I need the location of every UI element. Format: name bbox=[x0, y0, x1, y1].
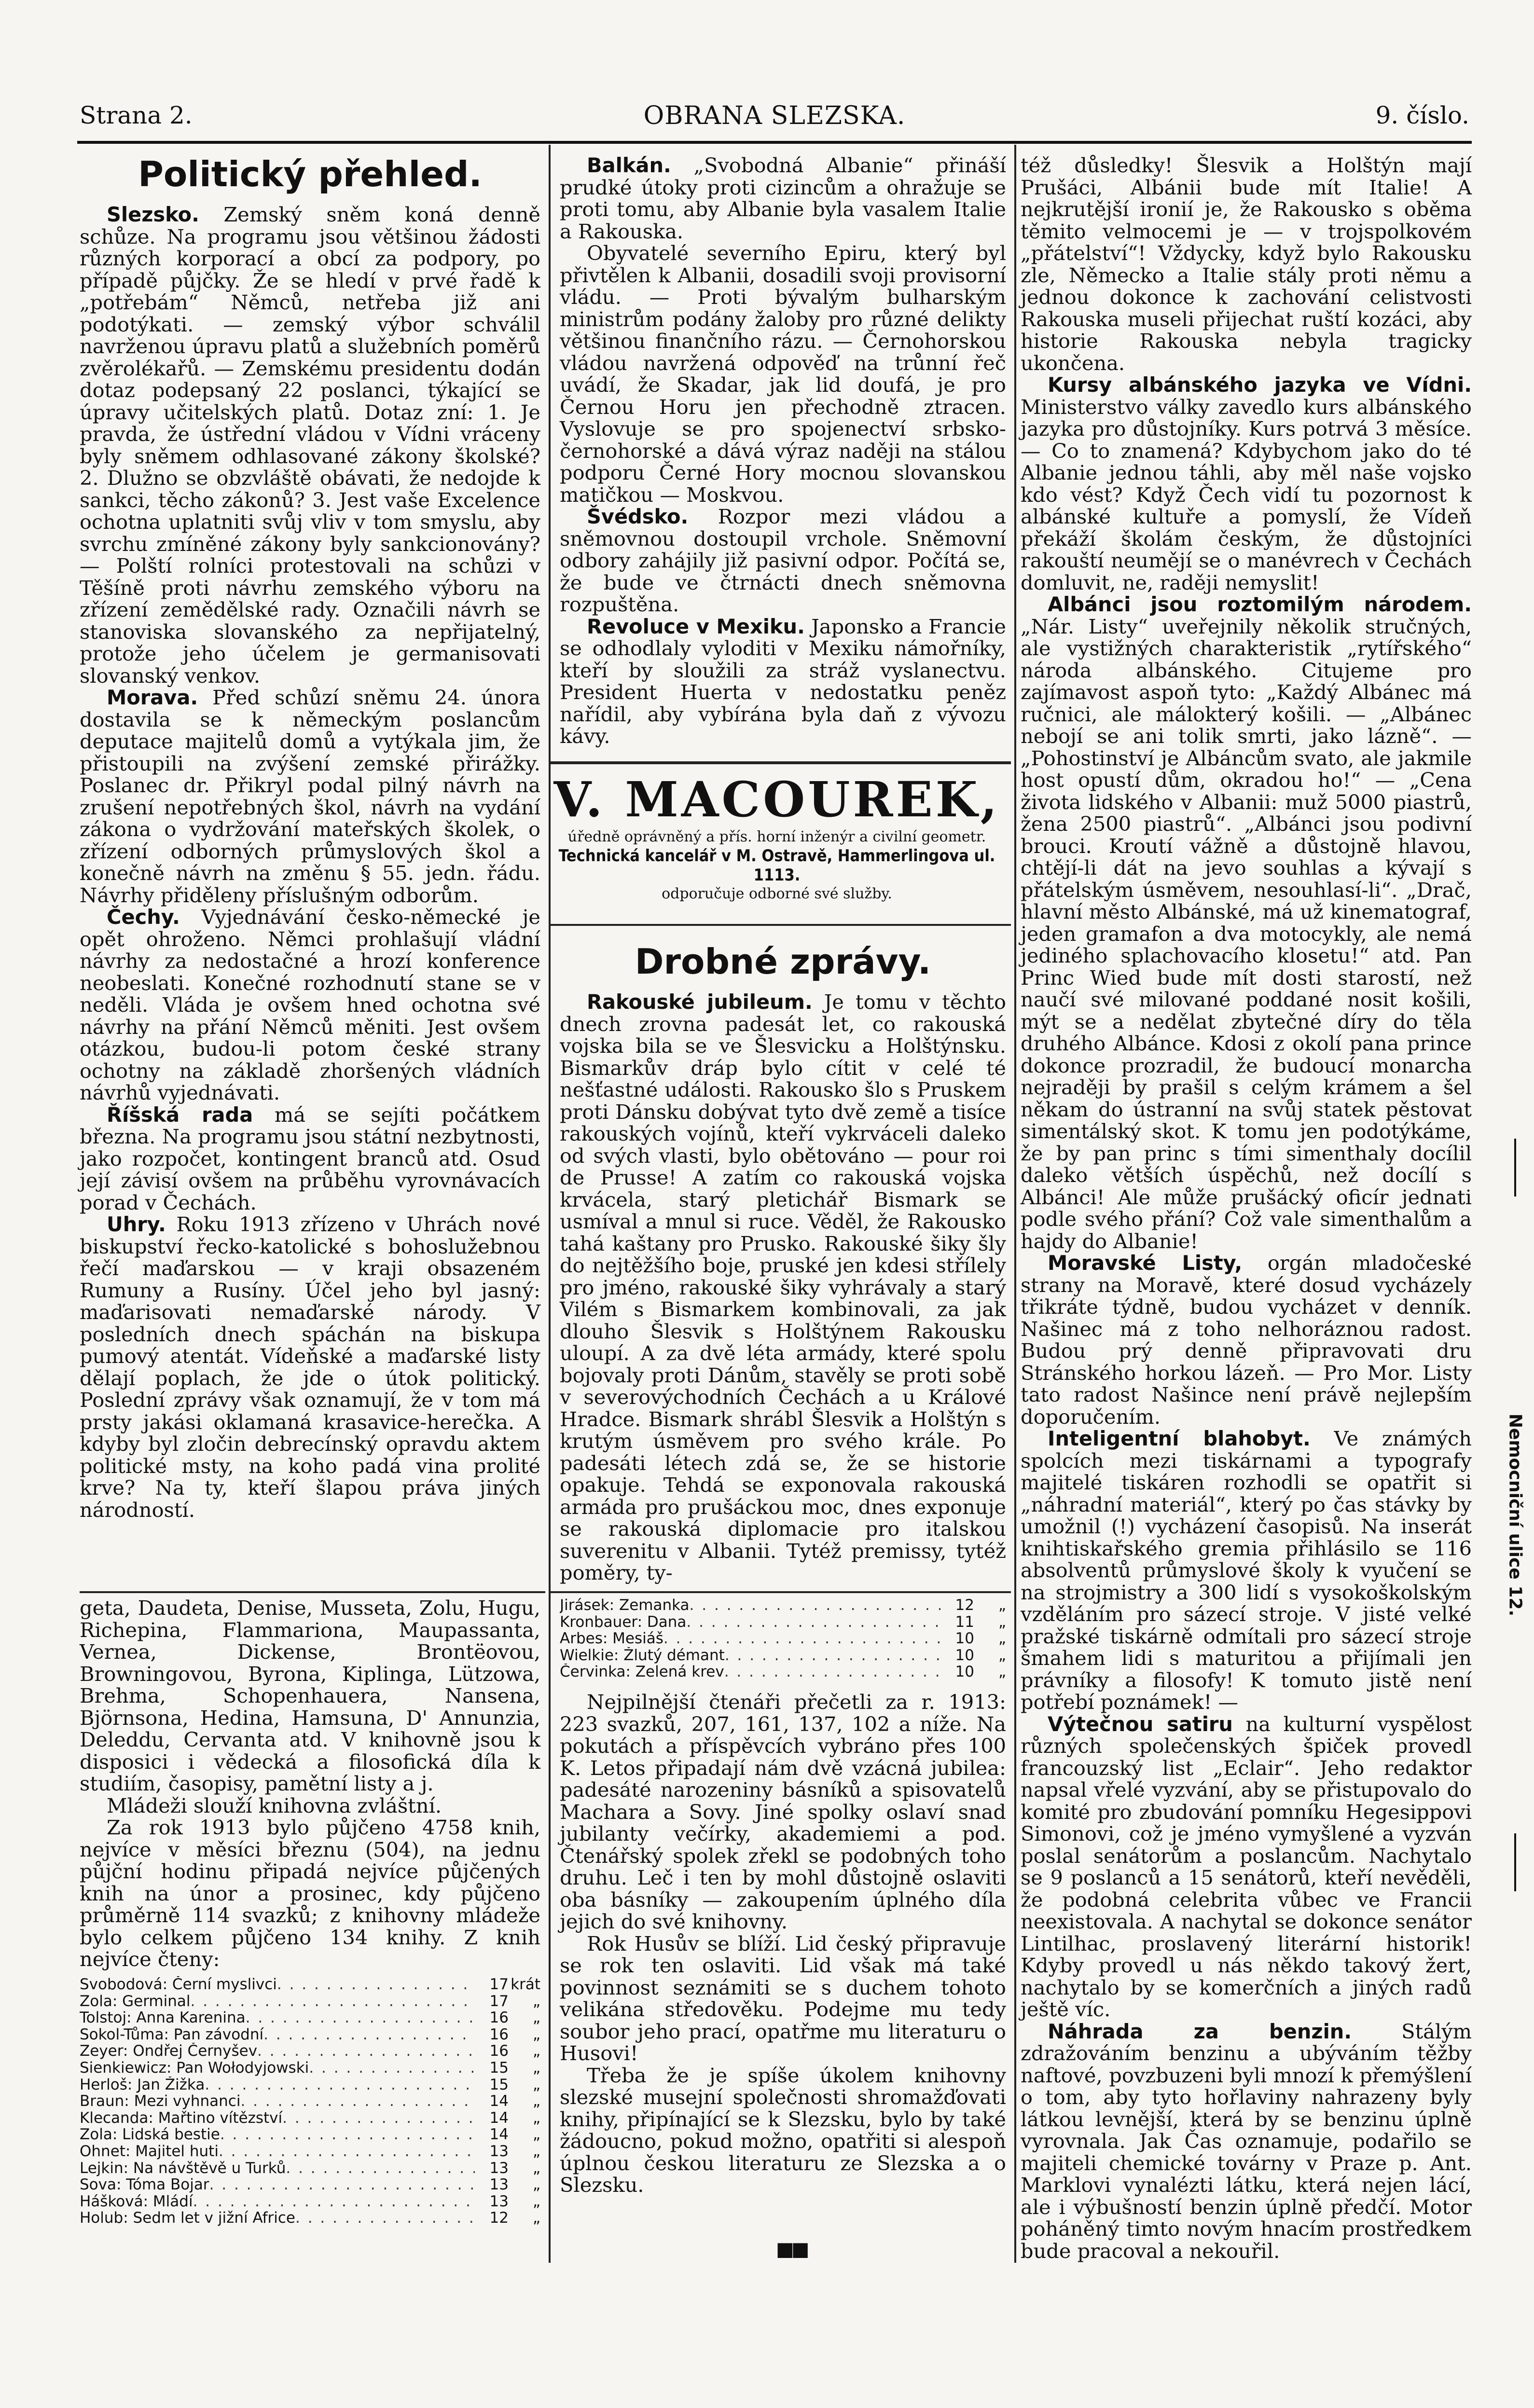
library-mid bbox=[560, 1691, 1006, 2196]
right-paragraph: též důsledky! Šlesvik a Holštýn mají Prušáci, Albánii bude mít Italie! A nejkrutější ironií je, že Rakousko s oběma těmito velmocemi je — v trojspolkovém „přátelství“! Vždycky, když bylo Rakousku zle, Německo a Italie stály proti němu a jednou dokonce k zachování celistvosti Rakouska museli přijechat ruští kozáci, aby historie Rakouska nebyla tragicky ukončena. bbox=[1021, 153, 1472, 375]
library-paragraph: Třeba že je spíše úkolem knihovny slezské musejní společnosti shromažďovati knihy, připínající se k Slezsku, bylo by také žádoucno, pokud možno, opatřiti si alespoň úplnou českou literaturu ze Slezska a o Slezsku. bbox=[560, 2063, 1006, 2197]
paragraph-lead: Inteligentní blahobyt. bbox=[1048, 1427, 1311, 1450]
side-note bbox=[1501, 1139, 1530, 1891]
library-paragraph: geta, Daudeta, Denise, Musseta, Zolu, Hugu, Richepina, Flammariona, Maupassanta, Vernea, Dickense, Brontëovou, Browningovou, Byrona, Kiplinga, Lützowa, Brehma, Schopenhauera, Nansena, Björnsona, Hedina, Hamsuna, D' Annunzia, Deleddu, Cervanta atd. V knihovně jsou k disposici i vědecká a filosofická díla k studiím, časopisy, pamětní listy a j. bbox=[80, 1596, 540, 1795]
book-unit: „ bbox=[532, 2026, 540, 2043]
section-rule-foreign bbox=[550, 761, 1011, 764]
paragraph-lead: Balkán. bbox=[587, 153, 671, 177]
advert-macourek bbox=[550, 771, 1004, 903]
right-paragraph bbox=[1021, 1252, 1472, 1428]
politics-title: Politický přehled. bbox=[138, 154, 482, 194]
library-paragraph: Za rok 1913 bylo půjčeno 4758 knih, nejvíce v měsíci březnu (504), na jednu půjční hodinu připadá nejvíce půjčených knih na únor a prosinec, kdy půjčeno průměrně 114 svazků; z knihovny mládeže bylo celkem půjčeno 134 knihy. Z knih nejvíce čteny: bbox=[80, 1816, 540, 1971]
column-rule-1 bbox=[549, 145, 551, 2263]
library-paragraph: Nejpilnější čtenáři přečetli za r. 1913: 223 svazků, 207, 161, 137, 102 a níže. Na pokutách a příspěvcích vybráno přes 100 K. Letos připadají nám dvě vzácná jubilea: padesáté narozeniny básníků a spisovatelů Machara a Sovy. Jiné spolky oslaví snad jubilanty večírky, akademiemi a pod. Čtenářský spolek zřekl se podobných toho druhu. Leč i ten by mohl důstojně oslaviti oba básníky — zakoupením úplného díla jejich do své knihovny. bbox=[560, 1690, 1006, 1933]
book-title: Klecanda: Mařtino vítězství bbox=[80, 2109, 283, 2127]
news-title: Drobné zprávy. bbox=[635, 941, 931, 982]
right-paragraph bbox=[1021, 593, 1472, 1252]
book-row bbox=[80, 2093, 540, 2110]
politics-paragraph bbox=[80, 906, 540, 1104]
book-unit: „ bbox=[532, 2176, 540, 2193]
book-unit: krát bbox=[511, 1976, 540, 1993]
newspaper-title: OBRANA SLEZSKA. bbox=[643, 101, 906, 130]
book-list-mid bbox=[560, 1597, 1006, 1680]
book-count: 15 bbox=[489, 2076, 509, 2093]
book-row bbox=[80, 2043, 540, 2060]
advert-line-3: odporučuje odborné své služby. bbox=[662, 885, 892, 902]
book-count: 12 bbox=[955, 1597, 974, 1614]
book-count: 12 bbox=[489, 2210, 509, 2227]
section-rule-left bbox=[80, 1591, 545, 1593]
advert-name: V. MACOUREK, bbox=[553, 771, 1000, 828]
book-row bbox=[80, 1993, 540, 2010]
book-count: 13 bbox=[489, 2143, 509, 2160]
book-unit: „ bbox=[532, 2059, 540, 2077]
book-count: 10 bbox=[955, 1630, 974, 1647]
book-title: Braun: Mezi vyhnanci bbox=[80, 2093, 241, 2110]
book-count: 14 bbox=[489, 2109, 509, 2127]
book-unit: „ bbox=[532, 2009, 540, 2026]
book-unit: „ bbox=[998, 1613, 1006, 1631]
paragraph-text: Ve známých spolcích mezi tiskárnami a typografy majitelé tiskáren rozhodli se opatřit si „náhradní materiál“, který po čas stávky by umožnil (!) vycházení časopisů. Na inserát knihtiskařského gremia přihlásilo se 116 absolventů průmyslové školy k vyučení se na strojmistry a 300 lidí s vysokoškolským vzděláním pro sázecí stroje. V jisté velké pražské tiskárně odmítali pro sázecí stroje šmahem lidi s maturitou a přijímali jen právníky a filosofy! K tomuto jistě není potřebí poznámek! — bbox=[1021, 1427, 1472, 1714]
foreign-paragraph bbox=[560, 506, 1006, 616]
book-row bbox=[80, 2176, 540, 2193]
paragraph-text: Před schůzí sněmu 24. února dostavila se k německým poslancům deputace majitelů domů a vytýkala jim, že přistoupili na zvýšení zemské přirážky. Poslanec dr. Přikryl podal pilný návrh na zrušení nepotřebných škol, návrh na vydání zákona o vydržování mateřských školek, o zřízení odborných průmyslových škol a konečně návrh na změnu § 55. jedn. řádu. Návrhy přiděleny příslušným odborům. bbox=[80, 686, 540, 907]
book-title: Sokol-Tůma: Pan závodní bbox=[80, 2026, 264, 2043]
book-row bbox=[80, 2160, 540, 2177]
book-count: 14 bbox=[489, 2093, 509, 2110]
paragraph-text: Vyjednávání česko-německé je opět ohroženo. Němci prohlašují vládní návrhy za nedostačné a hrozí konference neobeslati. Konečné rozhodnutí stane se v neděli. Vláda je ovšem hned ochotna své návrhy na přání Němců měniti. Jest ovšem otázkou, budou-li potom české strany ochotny na základě zhoršených vládních návrhů vyjednávati. bbox=[80, 905, 540, 1104]
book-title: Wielkie: Žlutý démant bbox=[560, 1647, 725, 1664]
book-count: 13 bbox=[489, 2176, 509, 2193]
book-title: Zola: Lidská bestie bbox=[80, 2126, 220, 2143]
book-row bbox=[560, 1664, 1006, 1680]
book-unit: „ bbox=[998, 1597, 1006, 1614]
book-title: Zeyer: Ondřej Černyšev bbox=[80, 2043, 258, 2060]
book-title: Červinka: Zelená krev bbox=[560, 1664, 724, 1680]
book-row bbox=[560, 1630, 1006, 1647]
foreign-column bbox=[560, 154, 1006, 747]
book-row bbox=[560, 1614, 1006, 1631]
book-row bbox=[80, 1976, 540, 1993]
book-unit: „ bbox=[998, 1664, 1006, 1680]
paragraph-lead: Moravské Listy, bbox=[1048, 1251, 1243, 1275]
book-title: Herloš: Jan Žižka bbox=[80, 2076, 205, 2093]
column-rule-2 bbox=[1014, 145, 1016, 2263]
paragraph-text: Japonsko a Francie se odhodlaly vyloditi v Mexiku námořníky, kteří by sloužili za stráž vyslanectvu. President Huerta v nedostatku peněz nařídil, aby vybírána byla daň z vývozu kávy. bbox=[560, 614, 1006, 748]
foreign-paragraph bbox=[560, 616, 1006, 747]
book-row bbox=[80, 2193, 540, 2210]
book-title: Tolstoj: Anna Karenina bbox=[80, 2009, 246, 2026]
book-title: Hášková: Mládí bbox=[80, 2193, 193, 2210]
book-count: 15 bbox=[489, 2059, 509, 2077]
book-count: 11 bbox=[955, 1613, 974, 1631]
book-title: Zola: Germinal bbox=[80, 1993, 191, 2010]
book-unit: „ bbox=[532, 2076, 540, 2093]
paragraph-text: Stálým zdražováním benzinu a ubýváním těžby naftové, povzbuzeni byli mnozí k přemýšlení o tom, aby tyto hořlaviny nahrazeny byly látkou levnější, která by se benzinu úplně vyrovnala. Jak Čas oznamuje, podařilo se majiteli chemické továrny v Praze p. Ant. Marklovi vynalézti látku, která nejen lácí, ale i výbušností benzin úplně předčí. Motor poháněný timto novým hnacím prostředkem bude pracoval a nekouřil. bbox=[1021, 2019, 1472, 2263]
book-row bbox=[560, 1597, 1006, 1614]
paragraph-text: Zemský sněm koná denně schůze. Na programu jsou většinou žádosti různých korporací a obcí za podpory, po případě půjčky. Že se hledí v prvé řadě k „potřebám“ Němců, netřeba již ani podotýkati. — zemský výbor schválil navrženou úpravu platů a služebních poměrů zvěrolékařů. — Zemskému presidentu dodán dotaz podepsaný 22 poslanci, týkající se úpravy učitelských platů. Dotaz zní: 1. Je pravda, že ústřední vládou v Vídni vráceny byly sněmem odhlasované zákony školské? 2. Dlužno se obzvláště obávati, že nedojde k sankci, těcho zákonů? 3. Jest vaše Excelence ochotna uplatniti svůj vliv v tom smyslu, aby svrchu zmíněné zákony byly sankcionovány? — Polští rolníci protestovali na schůzi v Těšíně proti návrhu zemského výboru na zřízení zemědělské rady. Označili návrh se stanoviska slovanského za nepřijatelný, protože jeho účelem je germanisovati slovanský venkov. bbox=[80, 203, 540, 688]
paragraph-lead: Morava. bbox=[107, 686, 198, 709]
right-paragraph bbox=[1021, 2021, 1472, 2262]
paragraph-text: „Svobodná Albanie“ přináší prudké útoky proti cizincům a ohražuje se proti tomu, aby Albanie byla vasalem Italie a Rakouska. bbox=[560, 153, 1006, 243]
book-count: 16 bbox=[489, 2043, 509, 2060]
page-header bbox=[80, 101, 1469, 135]
book-row bbox=[80, 2110, 540, 2127]
book-row bbox=[80, 2210, 540, 2227]
book-count: 17 bbox=[489, 1993, 509, 2010]
book-row bbox=[560, 1647, 1006, 1664]
politics-paragraph bbox=[80, 1104, 540, 1214]
book-unit: „ bbox=[532, 1993, 540, 2010]
library-paragraph: Mládeži slouží knihovna zvláštní. bbox=[107, 1793, 442, 1817]
book-title: Svobodová: Černí myslivci bbox=[80, 1976, 277, 1993]
advert-line-2: Technická kancelář v M. Ostravě, Hammerlingova ul. 1113. bbox=[558, 846, 995, 885]
book-unit: „ bbox=[532, 2126, 540, 2143]
book-unit: „ bbox=[532, 2093, 540, 2110]
book-title: Kronbauer: Dana bbox=[560, 1613, 687, 1631]
side-note-text: Nemocniční ulice 12. bbox=[1505, 1413, 1525, 1617]
book-unit: „ bbox=[532, 2160, 540, 2177]
politics-paragraph bbox=[80, 687, 540, 906]
paragraph-lead: Říšská rada bbox=[107, 1102, 253, 1127]
paragraph-text: Roku 1913 zřízeno v Uhrách nové biskupství řecko-katolické s bohoslužebnou řečí maďarskou — v kraji obsazeném Rumuny a Rusíny. Účel jeho byl jasný: maďarisovati nemaďarské národy. V posledních dnech spáchán na biskupa pumový atentát. Vídeňské a maďarské listy dělají poplach, že jde o útok politický. Poslední zprávy však oznamují, že v tom má prsty jakási oklamaná krasavice-herečka. A kdyby byl zločin debrecínský opravdu aktem politické msty, na koho padá vina prolité krve? Na ty, kteří šlapou práva jiných národností. bbox=[80, 1212, 540, 1522]
paragraph-text: Rozpor mezi vládou a sněmovnou dostoupil vrchole. Sněmovní odbory zahájily již pasivní odpor. Počítá se, že bude ve čtrnácti dnech sněmovna rozpuštěna. bbox=[560, 505, 1006, 616]
end-ornament: ■■ bbox=[776, 2238, 807, 2260]
paragraph-lead: Rakouské jubileum. bbox=[587, 990, 813, 1014]
book-count: 17 bbox=[489, 1976, 509, 1993]
book-unit: „ bbox=[532, 2143, 540, 2160]
book-list-left bbox=[80, 1976, 540, 2227]
book-title: Ohnet: Majitel huti bbox=[80, 2143, 219, 2160]
news-paragraph bbox=[560, 991, 1006, 1584]
right-paragraph bbox=[1021, 374, 1472, 593]
politics-column bbox=[80, 153, 540, 1521]
book-title: Arbes: Mesiáš bbox=[560, 1630, 663, 1647]
advert-line-1: úředně oprávněný a přís. horní inženýr a civilní geometr. bbox=[567, 828, 986, 845]
news-column bbox=[560, 941, 1006, 1584]
foreign-paragraph bbox=[560, 154, 1006, 242]
book-title: Sova: Tóma Bojar bbox=[80, 2176, 209, 2193]
section-rule-mid bbox=[550, 1591, 1011, 1593]
book-count: 13 bbox=[489, 2160, 509, 2177]
book-count: 10 bbox=[955, 1647, 974, 1664]
paragraph-text: má se sejíti počátkem března. Na programu jsou státní nezbytnosti, jako rozpočet, kontingent branců atd. Osud její závisí ovšem na průběhu vyrovnávacích porad v Čechách. bbox=[80, 1102, 540, 1214]
paragraph-text: „Nár. Listy“ uveřejnily několik stručných, ale vystižných charakteristik „rytířského“ národa albánského. Citujeme pro zajímavost aspoň tyto: „Každý Albánec má ručnici, ale málokterý košili. — „Albánec nebojí se ani tolik smrti, jako lázně“. — „Pohostinství je Albáncům svato, ale jakmile host opustí dům, okradou ho!“ — „Cena života lidského v Albanii: muž 5000 piastrů, žena 2500 piastrů“. „Albánci jsou podivní brouci. Kroutí vážně a důstojně hlavou, chtějí-li dát na jevo souhlas a kývají s přátelským úsměvem, nesouhlasí-li“. „Drač, hlavní město Albánské, má už kinematograf, jeden gramafon a dva motocykly, ale nemá jediného splachovacího klosetu!“ atd. Pan Princ Wied bude mít dosti starostí, než naučí své milované poddané nosit košili, mýt se a nedělat zbytečné díry do těla druhého Albánce. Kdosi z okolí pana prince dokonce prozradil, že budoucí monarcha nejraději by prašil s celým krámem a šel někam do ústranní na svůj statek pěstovat simentálský skot. K tomu jen podotýkáme, že by pan princ s tími simenthaly docílil daleko větších úspěchů, než docílí s Albánci! Ale může prušácký oficír jednati podle svého přání? Což vale simenthalům a hajdy do Albanie! bbox=[1021, 614, 1472, 1253]
book-title: Sienkiewicz: Pan Wołodyjowski bbox=[80, 2059, 309, 2077]
library-left bbox=[80, 1597, 540, 1970]
book-row bbox=[80, 2077, 540, 2093]
book-unit: „ bbox=[532, 2043, 540, 2060]
book-row bbox=[80, 2060, 540, 2077]
paragraph-lead: Slezsko. bbox=[107, 203, 199, 226]
paragraph-lead: Švédsko. bbox=[587, 505, 689, 528]
book-count: 10 bbox=[955, 1664, 974, 1680]
book-row bbox=[80, 2143, 540, 2160]
section-rule-advert bbox=[550, 924, 1011, 926]
paragraph-text: orgán mladočeské strany na Moravě, které dosud vycházely třikráte týdně, budou vycházet v denník. Našinec má z toho nelhoráznou radost. Budou prý denně připravovati dru Stránského horkou lázeň. — Pro Mor. Listy tato radost Našince není právě nejlepším doporučením. bbox=[1021, 1251, 1472, 1429]
paragraph-lead: Kursy albánského jazyka ve Vídni. bbox=[1048, 373, 1472, 397]
book-title: Jirásek: Zemanka bbox=[560, 1597, 690, 1614]
issue-number: 9. číslo. bbox=[1375, 101, 1469, 129]
paragraph-lead: Náhrada za benzin. bbox=[1048, 2019, 1352, 2043]
right-paragraph bbox=[1021, 1428, 1472, 1713]
paragraph-text: Ministerstvo války zavedlo kurs albánského jazyka pro důstojníky. Kurs potrvá 3 měsíce. — Co to znamená? Kdybychom jako do té Albanie jednou táhli, aby měl naše vojsko kdo vést? Když Čech vidí tu pozornost k albánské kultuře a pomyslí, že Vídeň překáží školám českým, že důstojníci rakouští neumějí se o manévrech v Čechách domluvit, ne, raději nemyslit! bbox=[1021, 395, 1472, 594]
book-row bbox=[80, 2009, 540, 2026]
foreign-paragraph: Obyvatelé severního Epiru, který byl přivtělen k Albanii, dosadili svoji provisorní vládu. — Proti bývalým bulharským ministrům podány žaloby pro různé delikty většinou finančního rázu. — Černohorskou vládou navržená odpověď na trůnní řeč uvádí, že Skadar, jak lid doufá, je pro Černou Horu jen přechodně ztracen. Vyslovuje se pro spojenectví srbsko-černohorské a dává výraz naději na stálou podporu Černé Hory mocnou slovanskou matičkou — Moskvou. bbox=[560, 241, 1006, 507]
politics-paragraph bbox=[80, 1213, 540, 1521]
paragraph-lead: Albánci jsou roztomilým národem. bbox=[1048, 592, 1472, 616]
book-row bbox=[80, 2126, 540, 2143]
book-unit: „ bbox=[532, 2109, 540, 2127]
paragraph-lead: Výtečnou satiru bbox=[1048, 1712, 1233, 1736]
book-count: 13 bbox=[489, 2193, 509, 2210]
book-unit: „ bbox=[998, 1630, 1006, 1647]
paragraph-text: Je tomu v těchto dnech zrovna padesát let, co rakouská vojska bila se ve Šlesvicku a Holštýnsku. Bismarkův dráp bylo cítit v celé té nešťastné události. Rakousko šlo s Pruskem proti Dánsku dobývat tyto dvě země a tisíce rakouských vojínů, kteří vykrváceli daleko od svých vlasti, bylo obětováno — pour roi de Prusse! A zatím co rakouská vojska krvácela, starý pletichář Bismark se usmíval a mnul si ruce. Věděl, že Rakousko tahá kaštany pro Prusko. Rakouské šiky šly do nejtěžšího boje, pruské jen kdesi střílely pro jméno, rakouské šiky vyhrávaly a starý Vilém s Bismarkem kombinovali, za jak dlouho Šlesvik s Holštýnem Rakousku uloupí. A za dvě léta armády, které spolu bojovaly proti Dánům, stavěly se proti sobě v severovýchodních Čechách a u Králové Hradce. Bismark shrábl Šlesvik a Holštýn s krutým úsměvem pro svého krále. Po padesáti létech zdá se, že se historie opakuje. Tehdá se exponovala rakouská armáda pro prušáckou moc, dnes exponuje se rakouská diplomacie pro italskou suverenitu v Albanii. Tytéž premissy, tytéž poměry, ty- bbox=[560, 990, 1006, 1584]
paragraph-lead: Čechy. bbox=[107, 905, 180, 929]
paragraph-lead: Revoluce v Mexiku. bbox=[587, 614, 805, 638]
book-unit: „ bbox=[998, 1647, 1006, 1664]
library-paragraph: Rok Husův se blíží. Lid český připravuje se rok ten oslaviti. Lid však má také povinnost seznámiti se s duchem tohoto velikána středověku. Podejme mu tedy soubor jeho prací, opatřme mu literaturu o Husovi! bbox=[560, 1931, 1006, 2065]
book-count: 16 bbox=[489, 2009, 509, 2026]
book-unit: „ bbox=[532, 2210, 540, 2227]
paragraph-lead: Uhry. bbox=[107, 1212, 166, 1236]
paragraph-text: na kulturní vyspělost různých společenských špiček provedl francouzský list „Eclair“. Jeho redaktor napsal vřelé vyzvání, aby se přistupovalo do komité pro zbudování pomníku Hegesippovi Simonovi, což je jméno vymyšlené a vyzván poslal senátorům a poslancům. Nachytalo se 9 poslanců a 15 senátorů, kteří nevěděli, že podobná celebrita vůbec ve Francii neexistovala. A nachytal se dokonce senátor Lintilhac, proslavený literární historik! Kdyby provedl u nás někdo takový žert, nachytalo by se komerčních a jiných radů ještě víc. bbox=[1021, 1712, 1472, 2021]
book-count: 16 bbox=[489, 2026, 509, 2043]
politics-paragraph bbox=[80, 204, 540, 687]
book-count: 14 bbox=[489, 2126, 509, 2143]
book-title: Holub: Sedm let v jižní Africe bbox=[80, 2210, 295, 2227]
right-paragraph bbox=[1021, 1713, 1472, 2021]
book-row bbox=[80, 2026, 540, 2043]
header-rule bbox=[77, 141, 1472, 144]
right-column bbox=[1021, 154, 1472, 2262]
page-number: Strana 2. bbox=[80, 101, 193, 129]
book-title: Lejkin: Na návštěvě u Turků bbox=[80, 2160, 286, 2177]
book-unit: „ bbox=[532, 2193, 540, 2210]
